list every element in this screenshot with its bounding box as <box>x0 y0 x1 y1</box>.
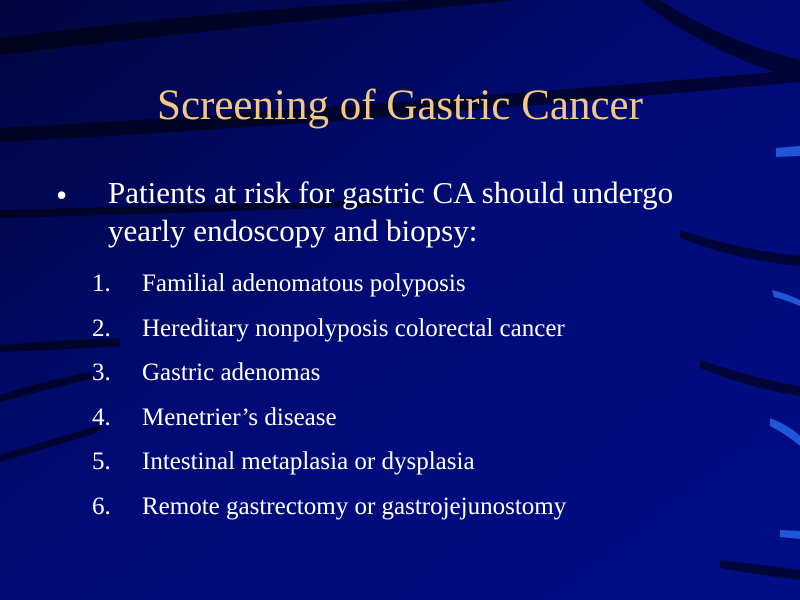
list-item-number: 3. <box>92 359 111 386</box>
list-item-text: Hereditary nonpolyposis colorectal cancer <box>142 314 565 342</box>
list-item-text: Intestinal metaplasia or dysplasia <box>142 448 475 475</box>
list-item-number: 5. <box>92 448 111 475</box>
list-item-text: Gastric adenomas <box>142 359 321 386</box>
list-item-text: Familial adenomatous polyposis <box>142 270 466 297</box>
slide-title: Screening of Gastric Cancer <box>157 82 643 129</box>
list-item <box>92 398 772 443</box>
list-item <box>92 264 772 309</box>
list-item-number: 6. <box>92 492 111 520</box>
list-item-text: Menetrier’s disease <box>142 403 337 431</box>
list-item <box>92 309 772 354</box>
list-item-number: 4. <box>92 403 111 431</box>
list-item-number: 1. <box>92 270 111 297</box>
list-item <box>92 487 772 532</box>
bullet-text: Patients at risk for gastric CA should undergo yearly endoscopy and biopsy: <box>108 175 674 248</box>
risk-factor-list <box>92 264 772 531</box>
list-item-text: Remote gastrectomy or gastrojejunostomy <box>142 492 567 520</box>
list-item <box>92 442 772 487</box>
list-item <box>92 353 772 398</box>
bullet-marker: • <box>56 177 68 213</box>
list-item-number: 2. <box>92 314 111 342</box>
